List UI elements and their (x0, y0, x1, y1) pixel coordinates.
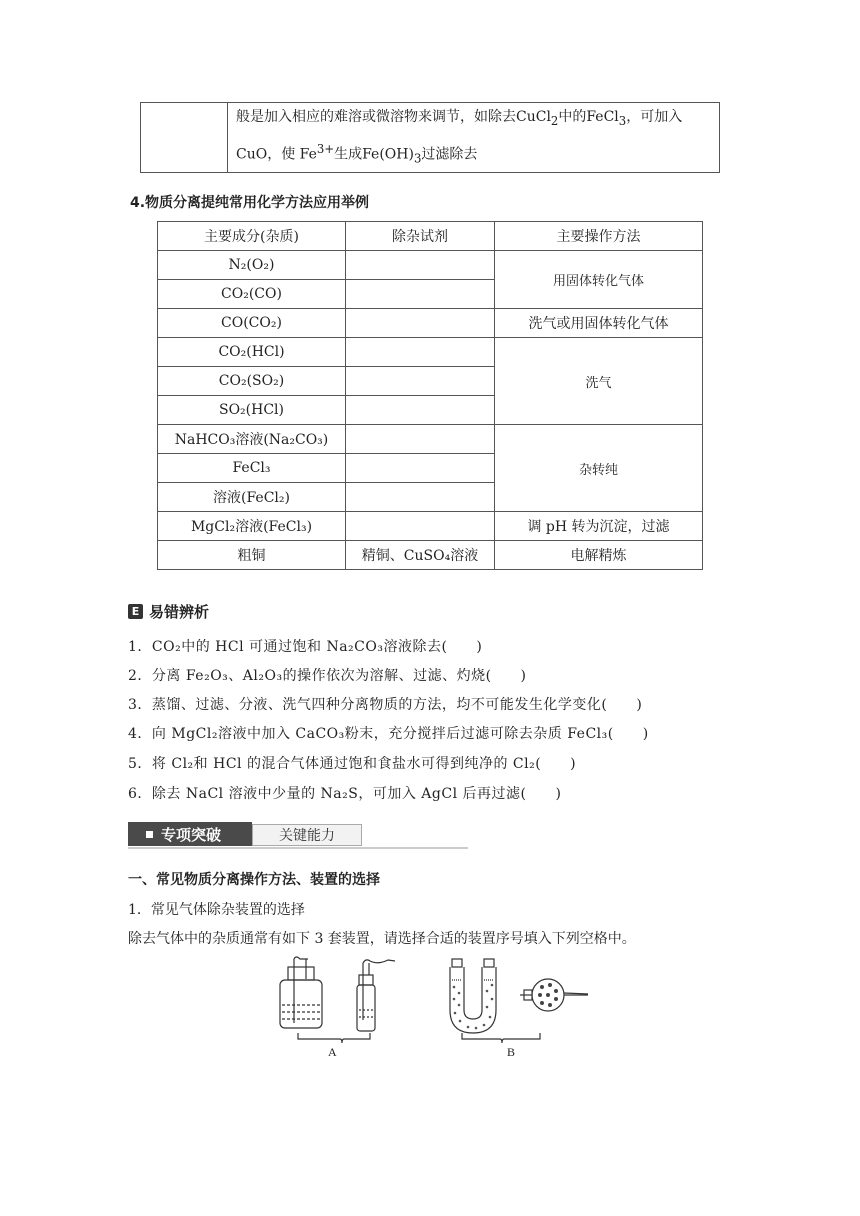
subscript: 3 (618, 113, 627, 128)
text: 中的 (558, 109, 587, 125)
formula: CuCl (516, 109, 551, 125)
cell-reagent: 精铜、CuSO₄溶液 (346, 541, 495, 570)
text: CuO，使 (236, 146, 296, 163)
cell-method: 电解精炼 (495, 541, 703, 570)
judgement-item: 1．CO₂中的 HCl 可通过饱和 Na₂CO₃溶液除去( ) (128, 639, 483, 655)
judgement-item: 2．分离 Fe₂O₃、Al₂O₃的操作依次为溶解、过滤、灼烧( ) (128, 668, 527, 684)
special-topic-banner (128, 820, 468, 850)
cell-component: 溶液(FeCl₂) (158, 483, 346, 512)
text-line: 般是加入相应的难溶或微溶物来调节，如除去 (236, 109, 516, 125)
header-component: 主要成分(杂质) (158, 222, 346, 251)
text: 生成 (334, 146, 363, 163)
drying-tube-icon (520, 979, 588, 1011)
cell-component: FeCl₃ (158, 454, 346, 483)
superscript: 3+ (316, 141, 335, 156)
cell-component: NaHCO₃溶液(Na₂CO₃) (158, 425, 346, 454)
judgement-item: 5．将 Cl₂和 HCl 的混合气体通过饱和食盐水可得到纯净的 Cl₂( ) (128, 756, 577, 772)
banner-dark-label: 专项突破 (161, 825, 222, 844)
banner-underline (128, 847, 468, 849)
cell-reagent-blank (346, 483, 495, 512)
judgement-item: 6．除去 NaCl 溶液中少量的 Na₂S，可加入 AgCl 后再过滤( ) (128, 786, 562, 802)
cell-method: 洗气或用固体转化气体 (495, 309, 703, 338)
banner-light-tab: 关键能力 (252, 824, 362, 846)
cell-reagent-blank (346, 309, 495, 338)
judgement-item: 4．向 MgCl₂溶液中加入 CaCO₃粉末，充分搅拌后过滤可除去杂质 FeCl₃( ) (128, 726, 649, 742)
text: ，可加入 (626, 109, 683, 125)
cell-component: CO₂(HCl) (158, 338, 346, 367)
subscript: 2 (550, 113, 559, 128)
cell-component: CO(CO₂) (158, 309, 346, 338)
cell-method: 调 pH 转为沉淀，过滤 (495, 512, 703, 541)
cell-reagent-blank (346, 454, 495, 483)
cell-method: 杂转纯 (495, 425, 703, 512)
cell-reagent-blank (346, 396, 495, 425)
section-1-title: 一、常见物质分离操作方法、装置的选择 (128, 872, 380, 888)
square-icon (146, 831, 153, 838)
header-reagent: 除杂试剂 (346, 222, 495, 251)
error-analysis-header (128, 601, 209, 622)
washing-bottle-icon (280, 957, 322, 1028)
cell-method: 洗气 (495, 338, 703, 425)
label-a: A (328, 1045, 337, 1059)
error-analysis-title: 易错辨析 (149, 603, 210, 621)
subscript: 3 (413, 151, 422, 166)
cell-reagent-blank (346, 367, 495, 396)
section-4-title: 4.物质分离提纯常用化学方法应用举例 (130, 195, 370, 211)
apparatus-diagram (270, 955, 600, 1060)
cell-component: 粗铜 (158, 541, 346, 570)
u-tube-icon (450, 959, 496, 1033)
banner-dark-tab (128, 822, 252, 846)
cell-reagent-blank (346, 425, 495, 454)
cell-reagent-blank (346, 251, 495, 280)
top-continuation-table (140, 102, 720, 173)
label-b: B (507, 1045, 516, 1059)
cell-component: MgCl₂溶液(FeCl₃) (158, 512, 346, 541)
cell-reagent-blank (346, 338, 495, 367)
cell-reagent-blank (346, 512, 495, 541)
cell-component: SO₂(HCl) (158, 396, 346, 425)
judgement-item: 3．蒸馏、过滤、分液、洗气四种分离物质的方法，均不可能发生化学变化( ) (128, 697, 643, 713)
cell-component: CO₂(CO) (158, 280, 346, 309)
empty-cell (141, 103, 228, 173)
description-cell (228, 103, 720, 173)
separation-methods-table (157, 221, 703, 570)
header-method: 主要操作方法 (495, 222, 703, 251)
text: 过滤除去 (421, 146, 478, 163)
subsection-title: 1．常见气体除杂装置的选择 (128, 902, 305, 918)
cell-component: CO₂(SO₂) (158, 367, 346, 396)
cell-component: N₂(O₂) (158, 251, 346, 280)
small-bottle-icon (357, 960, 395, 1031)
formula: Fe(OH) (362, 146, 414, 163)
formula: Fe (299, 146, 317, 163)
badge-icon: E (128, 604, 143, 619)
intro-paragraph: 除去气体中的杂质通常有如下 3 套装置，请选择合适的装置序号填入下列空格中。 (128, 931, 636, 947)
formula: FeCl (586, 109, 619, 125)
cell-method: 用固体转化气体 (495, 251, 703, 309)
cell-reagent-blank (346, 280, 495, 309)
